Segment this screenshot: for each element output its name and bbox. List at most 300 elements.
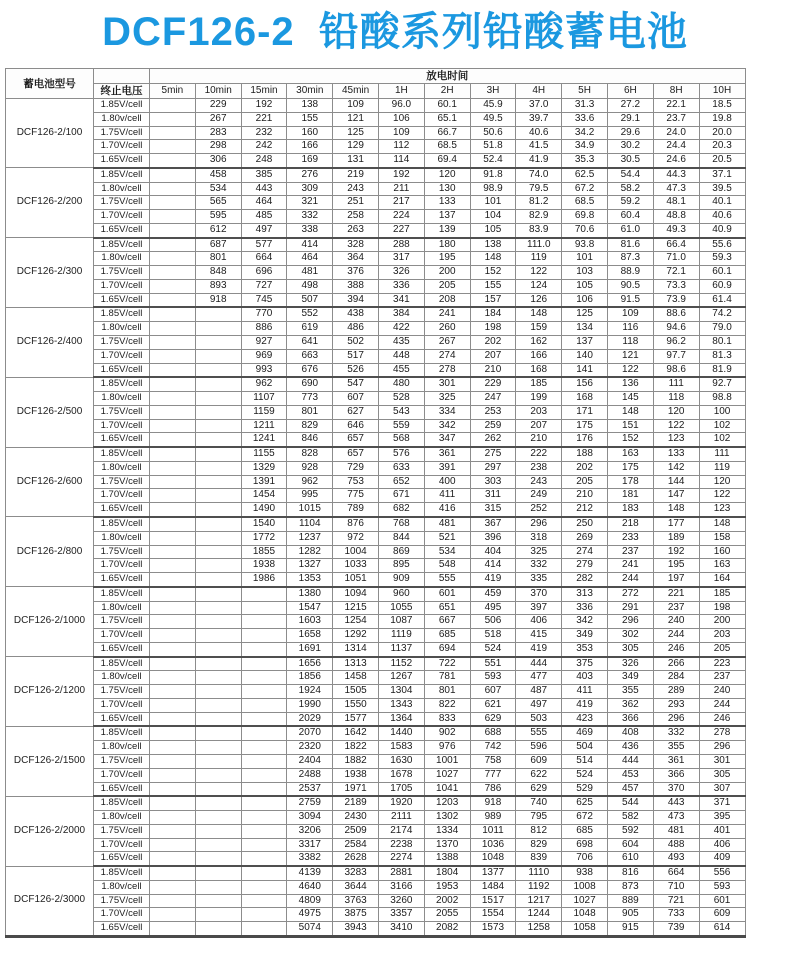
table-row: [6, 768, 746, 782]
value-cell: [150, 461, 196, 475]
value-cell: [241, 601, 287, 615]
value-cell: 31.3: [562, 99, 608, 113]
value-cell: 246: [653, 642, 699, 656]
value-cell: 145: [607, 392, 653, 406]
voltage-cell: 1.85V/cell: [94, 307, 150, 321]
value-cell: 401: [699, 824, 745, 838]
value-cell: 396: [470, 531, 516, 545]
value-cell: 148: [699, 517, 745, 531]
value-cell: 192: [378, 168, 424, 182]
value-cell: 2082: [424, 922, 470, 937]
value-cell: 20.3: [699, 140, 745, 154]
value-cell: 481: [424, 517, 470, 531]
value-cell: 464: [287, 252, 333, 266]
value-cell: 240: [699, 685, 745, 699]
value-cell: 481: [653, 824, 699, 838]
value-cell: 47.3: [653, 182, 699, 196]
table-row: [6, 154, 746, 168]
table-row: [6, 852, 746, 866]
value-cell: 151: [607, 419, 653, 433]
value-cell: 395: [699, 811, 745, 825]
value-cell: 3166: [378, 880, 424, 894]
value-cell: 544: [607, 796, 653, 810]
value-cell: 406: [516, 615, 562, 629]
value-cell: 972: [333, 531, 379, 545]
model-cell: DCF126-2/600: [6, 447, 94, 517]
table-row: [6, 503, 746, 517]
value-cell: 98.8: [699, 392, 745, 406]
value-cell: [195, 712, 241, 726]
time-column-header: 30min: [287, 84, 333, 99]
value-cell: 534: [424, 545, 470, 559]
value-cell: 1107: [241, 392, 287, 406]
table-row: [6, 405, 746, 419]
value-cell: 1804: [424, 866, 470, 880]
value-cell: 1630: [378, 754, 424, 768]
value-cell: 2111: [378, 811, 424, 825]
value-cell: 1882: [333, 754, 379, 768]
value-cell: 29.1: [607, 112, 653, 126]
table-row: [6, 475, 746, 489]
value-cell: 497: [516, 698, 562, 712]
value-cell: 419: [562, 698, 608, 712]
value-cell: [150, 322, 196, 336]
voltage-cell: 1.65V/cell: [94, 433, 150, 447]
value-cell: 1938: [333, 768, 379, 782]
value-cell: 487: [516, 685, 562, 699]
value-cell: 1938: [241, 559, 287, 573]
value-cell: 59.2: [607, 196, 653, 210]
value-cell: 526: [333, 363, 379, 377]
value-cell: 938: [562, 866, 608, 880]
value-cell: 122: [699, 489, 745, 503]
value-cell: 123: [653, 433, 699, 447]
value-cell: [195, 894, 241, 908]
voltage-cell: 1.85V/cell: [94, 517, 150, 531]
voltage-cell: 1.75V/cell: [94, 475, 150, 489]
value-cell: 217: [378, 196, 424, 210]
value-cell: 448: [378, 349, 424, 363]
value-cell: 2238: [378, 838, 424, 852]
discharge-time-header: 放电时间: [150, 69, 746, 84]
value-cell: 293: [653, 698, 699, 712]
value-cell: 568: [378, 433, 424, 447]
voltage-cell: 1.80v/cell: [94, 531, 150, 545]
value-cell: 102: [699, 419, 745, 433]
voltage-cell: 1.70V/cell: [94, 210, 150, 224]
value-cell: [150, 99, 196, 113]
model-cell: DCF126-2/800: [6, 517, 94, 587]
value-cell: 1292: [333, 629, 379, 643]
value-cell: [150, 922, 196, 937]
value-cell: [150, 824, 196, 838]
value-cell: 685: [424, 629, 470, 643]
value-cell: 873: [607, 880, 653, 894]
value-cell: 20.5: [699, 154, 745, 168]
value-cell: 1573: [470, 922, 516, 937]
value-cell: 321: [287, 196, 333, 210]
voltage-cell: 1.85V/cell: [94, 168, 150, 182]
table-row: [6, 615, 746, 629]
value-cell: [195, 475, 241, 489]
value-cell: 408: [607, 726, 653, 740]
battery-discharge-table: [5, 68, 746, 938]
value-cell: [150, 712, 196, 726]
value-cell: 370: [516, 587, 562, 601]
value-cell: 97.7: [653, 349, 699, 363]
value-cell: 1658: [287, 629, 333, 643]
value-cell: 88.6: [653, 307, 699, 321]
value-cell: 1388: [424, 852, 470, 866]
value-cell: 195: [424, 252, 470, 266]
value-cell: 1924: [287, 685, 333, 699]
value-cell: 444: [516, 657, 562, 671]
time-column-header: 3H: [470, 84, 516, 99]
value-cell: 98.6: [653, 363, 699, 377]
value-cell: 2070: [287, 726, 333, 740]
value-cell: 976: [424, 741, 470, 755]
value-cell: 1313: [333, 657, 379, 671]
value-cell: [241, 754, 287, 768]
value-cell: 758: [470, 754, 516, 768]
value-cell: 247: [470, 392, 516, 406]
table-row: [6, 796, 746, 810]
value-cell: 2320: [287, 741, 333, 755]
value-cell: 30.5: [607, 154, 653, 168]
model-cell: DCF126-2/1200: [6, 657, 94, 727]
value-cell: 61.0: [607, 223, 653, 237]
value-cell: 889: [607, 894, 653, 908]
value-cell: 614: [699, 922, 745, 937]
value-cell: 688: [470, 726, 516, 740]
value-cell: 164: [699, 573, 745, 587]
voltage-cell: 1.70V/cell: [94, 349, 150, 363]
value-cell: 1048: [470, 852, 516, 866]
value-cell: 133: [424, 196, 470, 210]
table-row: [6, 517, 746, 531]
table-row: [6, 811, 746, 825]
value-cell: 507: [287, 293, 333, 307]
value-cell: 2055: [424, 908, 470, 922]
time-column-header: 2H: [424, 84, 470, 99]
value-cell: 423: [562, 712, 608, 726]
value-cell: 205: [562, 475, 608, 489]
value-cell: [195, 447, 241, 461]
value-cell: 52.4: [470, 154, 516, 168]
value-cell: 71.0: [653, 252, 699, 266]
value-cell: 159: [516, 322, 562, 336]
table-row: [6, 685, 746, 699]
value-cell: 555: [516, 726, 562, 740]
value-cell: 641: [287, 336, 333, 350]
value-cell: 552: [287, 307, 333, 321]
voltage-cell: 1.65V/cell: [94, 922, 150, 937]
value-cell: 458: [195, 168, 241, 182]
value-cell: [150, 154, 196, 168]
value-cell: 62.5: [562, 168, 608, 182]
value-cell: [195, 824, 241, 838]
value-cell: [150, 405, 196, 419]
value-cell: [150, 266, 196, 280]
value-cell: [150, 852, 196, 866]
value-cell: 200: [424, 266, 470, 280]
value-cell: 2881: [378, 866, 424, 880]
value-cell: 112: [378, 140, 424, 154]
value-cell: 960: [378, 587, 424, 601]
value-cell: [150, 252, 196, 266]
value-cell: 443: [653, 796, 699, 810]
value-cell: 1314: [333, 642, 379, 656]
value-cell: 262: [470, 433, 516, 447]
voltage-cell: 1.85V/cell: [94, 377, 150, 391]
value-cell: 3357: [378, 908, 424, 922]
value-cell: 35.3: [562, 154, 608, 168]
voltage-cell: 1.70V/cell: [94, 838, 150, 852]
value-cell: [195, 433, 241, 447]
value-cell: [150, 140, 196, 154]
value-cell: 243: [516, 475, 562, 489]
value-cell: 739: [653, 922, 699, 937]
value-cell: 80.1: [699, 336, 745, 350]
voltage-cell: 1.85V/cell: [94, 238, 150, 252]
table-row: [6, 252, 746, 266]
voltage-cell: 1.70V/cell: [94, 489, 150, 503]
value-cell: 69.8: [562, 210, 608, 224]
time-column-header: 1H: [378, 84, 424, 99]
value-cell: 313: [562, 587, 608, 601]
value-cell: 514: [562, 754, 608, 768]
model-cell: DCF126-2/1500: [6, 726, 94, 796]
value-cell: 1953: [424, 880, 470, 894]
value-cell: 284: [653, 671, 699, 685]
header-row-2: [6, 84, 746, 99]
table-row: [6, 461, 746, 475]
value-cell: 816: [607, 866, 653, 880]
value-cell: 607: [333, 392, 379, 406]
value-cell: 116: [607, 322, 653, 336]
value-cell: [195, 615, 241, 629]
value-cell: 1155: [241, 447, 287, 461]
voltage-cell: 1.65V/cell: [94, 154, 150, 168]
voltage-cell: 1.65V/cell: [94, 293, 150, 307]
value-cell: 68.5: [424, 140, 470, 154]
voltage-cell: 1.85V/cell: [94, 447, 150, 461]
value-cell: 1282: [287, 545, 333, 559]
voltage-cell: 1.80v/cell: [94, 252, 150, 266]
table-row: [6, 447, 746, 461]
value-cell: 1011: [470, 824, 516, 838]
table-header: [6, 69, 746, 99]
voltage-cell: 1.80v/cell: [94, 461, 150, 475]
value-cell: 646: [333, 419, 379, 433]
value-cell: 242: [241, 140, 287, 154]
table-row: [6, 112, 746, 126]
value-cell: [195, 322, 241, 336]
value-cell: 207: [516, 419, 562, 433]
value-cell: 229: [470, 377, 516, 391]
value-cell: 375: [562, 657, 608, 671]
value-cell: 962: [287, 475, 333, 489]
value-cell: [241, 922, 287, 937]
value-cell: 90.5: [607, 279, 653, 293]
value-cell: 155: [287, 112, 333, 126]
voltage-cell: 1.65V/cell: [94, 852, 150, 866]
value-cell: 197: [653, 573, 699, 587]
value-cell: 419: [516, 642, 562, 656]
value-cell: 338: [287, 223, 333, 237]
value-cell: 3410: [378, 922, 424, 937]
value-cell: 909: [378, 573, 424, 587]
value-cell: 297: [470, 461, 516, 475]
value-cell: 263: [333, 223, 379, 237]
value-cell: 801: [424, 685, 470, 699]
value-cell: 846: [287, 433, 333, 447]
value-cell: [195, 657, 241, 671]
value-cell: 664: [653, 866, 699, 880]
value-cell: 278: [424, 363, 470, 377]
page-title: DCF126-2 铅酸系列铅酸蓄电池: [102, 10, 688, 54]
value-cell: 727: [241, 279, 287, 293]
value-cell: 211: [378, 182, 424, 196]
value-cell: 40.6: [699, 210, 745, 224]
value-cell: 409: [699, 852, 745, 866]
value-cell: 73.3: [653, 279, 699, 293]
value-cell: 289: [653, 685, 699, 699]
value-cell: [241, 894, 287, 908]
value-cell: 486: [333, 322, 379, 336]
value-cell: 169: [287, 154, 333, 168]
value-cell: 801: [195, 252, 241, 266]
value-cell: 175: [607, 461, 653, 475]
value-cell: [195, 489, 241, 503]
value-cell: 207: [470, 349, 516, 363]
value-cell: 1364: [378, 712, 424, 726]
value-cell: 221: [653, 587, 699, 601]
value-cell: 205: [699, 642, 745, 656]
value-cell: 101: [470, 196, 516, 210]
value-cell: [195, 754, 241, 768]
value-cell: 326: [607, 657, 653, 671]
value-cell: [150, 182, 196, 196]
end-voltage-header: 终止电压: [94, 84, 150, 99]
table-row: [6, 223, 746, 237]
value-cell: [195, 419, 241, 433]
table-row: [6, 392, 746, 406]
value-cell: 48.8: [653, 210, 699, 224]
value-cell: 1678: [378, 768, 424, 782]
value-cell: 3260: [378, 894, 424, 908]
value-cell: 773: [287, 392, 333, 406]
value-cell: [195, 811, 241, 825]
value-cell: [241, 615, 287, 629]
value-cell: 596: [516, 741, 562, 755]
voltage-cell: 1.80v/cell: [94, 182, 150, 196]
value-cell: 2628: [333, 852, 379, 866]
value-cell: 66.7: [424, 126, 470, 140]
value-cell: 160: [287, 126, 333, 140]
value-cell: [150, 447, 196, 461]
voltage-cell: 1.65V/cell: [94, 363, 150, 377]
value-cell: 2759: [287, 796, 333, 810]
value-cell: 915: [607, 922, 653, 937]
value-cell: 163: [607, 447, 653, 461]
table-row: [6, 698, 746, 712]
value-cell: [195, 601, 241, 615]
table-row: [6, 629, 746, 643]
voltage-cell: 1.85V/cell: [94, 866, 150, 880]
value-cell: 556: [699, 866, 745, 880]
value-cell: 168: [516, 363, 562, 377]
value-cell: 989: [470, 811, 516, 825]
value-cell: [150, 363, 196, 377]
value-cell: 1215: [333, 601, 379, 615]
value-cell: 81.9: [699, 363, 745, 377]
value-cell: 722: [424, 657, 470, 671]
value-cell: 464: [241, 196, 287, 210]
value-cell: 181: [607, 489, 653, 503]
value-cell: 495: [470, 601, 516, 615]
value-cell: 267: [424, 336, 470, 350]
value-cell: [241, 685, 287, 699]
table-row: [6, 838, 746, 852]
value-cell: [195, 908, 241, 922]
table-row: [6, 782, 746, 796]
table-row: [6, 279, 746, 293]
value-cell: [150, 433, 196, 447]
table-row: [6, 126, 746, 140]
value-cell: 307: [699, 782, 745, 796]
value-cell: 1353: [287, 573, 333, 587]
value-cell: 480: [378, 377, 424, 391]
value-cell: [150, 587, 196, 601]
value-cell: 138: [470, 238, 516, 252]
time-column-header: 10H: [699, 84, 745, 99]
voltage-cell: 1.85V/cell: [94, 796, 150, 810]
value-cell: 370: [653, 782, 699, 796]
value-cell: 60.1: [699, 266, 745, 280]
voltage-cell: 1.85V/cell: [94, 99, 150, 113]
value-cell: 100: [699, 405, 745, 419]
value-cell: 521: [424, 531, 470, 545]
battery-model-header: 蓄电池型号: [6, 69, 94, 99]
value-cell: 291: [607, 601, 653, 615]
value-cell: 576: [378, 447, 424, 461]
value-cell: 1058: [562, 922, 608, 937]
value-cell: 1642: [333, 726, 379, 740]
value-cell: 288: [378, 238, 424, 252]
value-cell: 411: [562, 685, 608, 699]
value-cell: 371: [699, 796, 745, 810]
value-cell: 457: [607, 782, 653, 796]
value-cell: 156: [562, 377, 608, 391]
value-cell: 619: [287, 322, 333, 336]
value-cell: [195, 377, 241, 391]
value-cell: 111: [653, 377, 699, 391]
value-cell: 4139: [287, 866, 333, 880]
value-cell: 342: [424, 419, 470, 433]
value-cell: 473: [653, 811, 699, 825]
value-cell: 183: [607, 503, 653, 517]
value-cell: 125: [333, 126, 379, 140]
value-cell: 1370: [424, 838, 470, 852]
value-cell: 1094: [333, 587, 379, 601]
value-cell: 2174: [378, 824, 424, 838]
value-cell: 296: [699, 741, 745, 755]
value-cell: 627: [333, 405, 379, 419]
value-cell: 1217: [516, 894, 562, 908]
value-cell: 928: [287, 461, 333, 475]
value-cell: 1458: [333, 671, 379, 685]
